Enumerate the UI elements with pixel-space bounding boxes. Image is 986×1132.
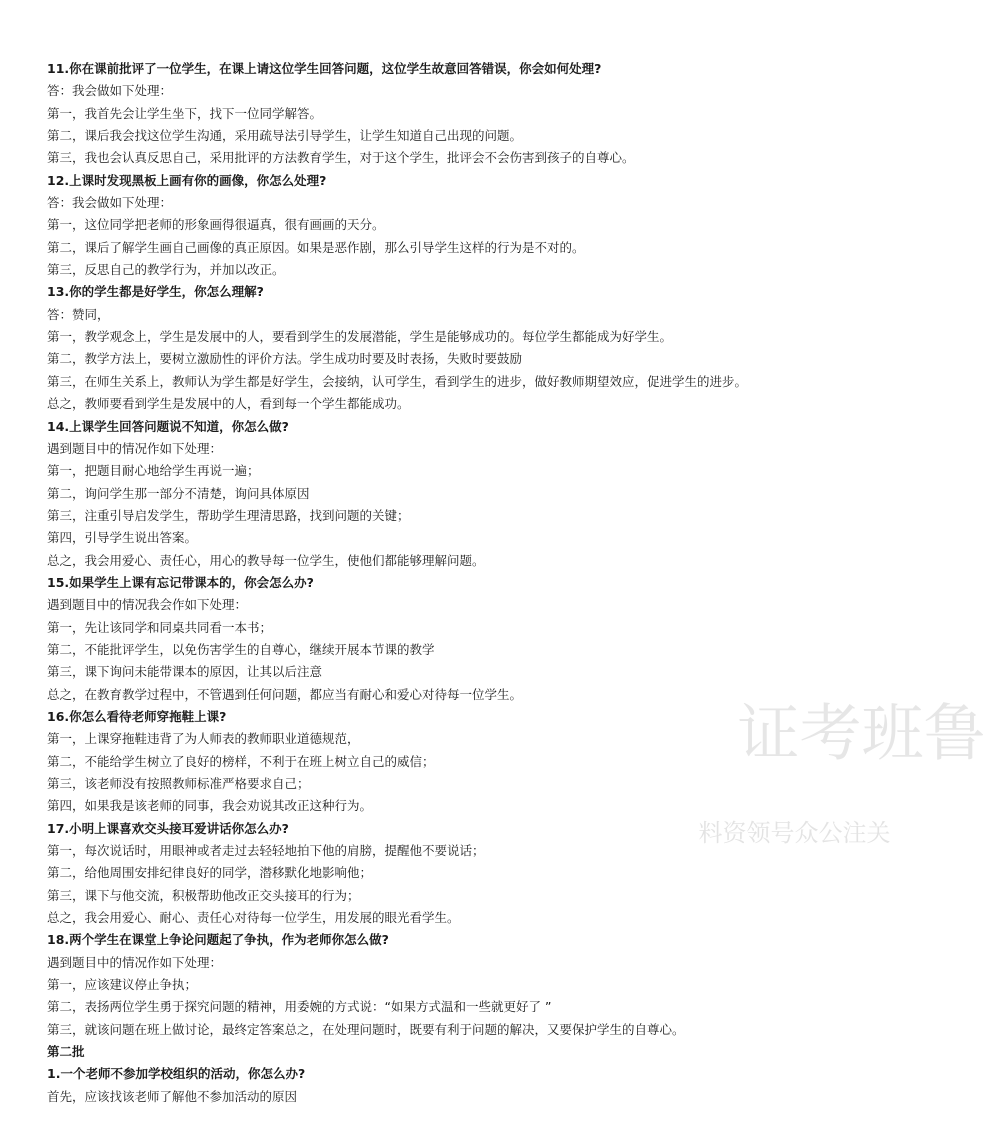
watermark-char: 关 (862, 820, 890, 844)
question-heading: 14.上课学生回答问题说不知道，你怎么做? (47, 418, 289, 434)
text-line: 第一，教学观念上，学生是发展中的人，要看到学生的发展潜能，学生是能够成功的。每位学生都能成为好学生。 (47, 329, 673, 345)
document-body (47, 58, 777, 1108)
text-line: 第三，课下与他交流，积极帮助他改正交头接耳的行为； (47, 887, 360, 903)
watermark-char: 注 (838, 820, 866, 844)
text-line: 第三，就该问题在班上做讨论，最终定答案总之，在处理问题时，既要有利于问题的解决，又要保护学生的自尊心。 (47, 1021, 685, 1037)
text-line: 第一，先让该同学和同桌共同看一本书； (47, 619, 273, 635)
text-line: 第一，把题目耐心地给学生再说一遍； (47, 463, 260, 479)
text-line: 第四，如果我是该老师的同事，我会劝说其改正这种行为。 (47, 798, 373, 814)
text-line: 第四，引导学生说出答案。 (47, 530, 198, 546)
question-heading: 12.上课时发现黑板上画有你的画像，你怎么处理? (47, 172, 327, 188)
watermark-char: 众 (790, 820, 818, 844)
text-line: 第一，应该建议停止争执； (47, 977, 198, 993)
text-line: 遇到题目中的情况我会作如下处理： (47, 597, 248, 613)
question-heading: 17.小明上课喜欢交头接耳爱讲话你怎么办? (47, 820, 289, 836)
text-line: 第三，课下询问未能带课本的原因，让其以后注意 (47, 664, 323, 680)
text-line: 第三，注重引导启发学生，帮助学生理清思路，找到问题的关键； (47, 507, 410, 523)
text-line: 总之，在教育教学过程中，不管遇到任何问题，都应当有耐心和爱心对待每一位学生。 (47, 686, 523, 702)
text-line: 第二，询问学生那一部分不清楚，询问具体原因 (47, 485, 310, 501)
text-line: 第二，课后了解学生画自己画像的真正原因。如果是恶作剧，那么引导学生这样的行为是不对的。 (47, 239, 585, 255)
question-heading: 1.一个老师不参加学校组织的活动，你怎么办? (47, 1066, 306, 1082)
text-line: 首先，应该找该老师了解他不参加活动的原因 (47, 1088, 298, 1104)
question-heading: 13.你的学生都是好学生，你怎么理解? (47, 284, 264, 300)
watermark-char: 鲁 (913, 700, 986, 762)
text-line: 遇到题目中的情况作如下处理： (47, 440, 223, 456)
watermark-char: 证 (727, 700, 800, 762)
question-heading: 16.你怎么看待老师穿拖鞋上课? (47, 708, 227, 724)
text-line: 遇到题目中的情况作如下处理： (47, 954, 223, 970)
text-line: 第一，每次说话时，用眼神或者走过去轻轻地拍下他的肩膀，提醒他不要说话； (47, 843, 485, 859)
text-line: 第二，表扬两位学生勇于探究问题的精神，用委婉的方式说：“如果方式温和一些就更好了 ” (47, 999, 552, 1015)
text-line: 第三，反思自己的教学行为，并加以改正。 (47, 262, 285, 278)
watermark-char: 领 (742, 820, 770, 844)
text-line: 第二，给他周围安排纪律良好的同学，潜移默化地影响他； (47, 865, 373, 881)
watermark-char: 料 (694, 820, 722, 844)
text-line: 第一，这位同学把老师的形象画得很逼真，很有画画的天分。 (47, 217, 385, 233)
text-line: 第二，不能给学生树立了良好的榜样，不利于在班上树立自己的威信； (47, 753, 435, 769)
text-line: 总之，教师要看到学生是发展中的人，看到每一个学生都能成功。 (47, 396, 410, 412)
question-heading: 15.如果学生上课有忘记带课本的，你会怎么办? (47, 574, 314, 590)
watermark-follow-note (696, 820, 888, 858)
text-line: 第三，该老师没有按照教师标准严格要求自己； (47, 776, 310, 791)
text-line: 答：我会做如下处理： (47, 83, 173, 99)
text-line: 第三，在师生关系上，教师认为学生都是好学生，会接纳，认可学生，看到学生的进步，做好教师期望效应，促进学生的进步。 (47, 373, 748, 389)
question-heading: 第二批 (47, 1044, 85, 1060)
text-line: 答：我会做如下处理： (47, 195, 173, 211)
text-line: 第二，不能批评学生，以免伤害学生的自尊心，继续开展本节课的教学 (47, 641, 435, 657)
watermark-brand (727, 700, 986, 836)
text-line: 第二，课后我会找这位学生沟通，采用疏导法引导学生，让学生知道自己出现的问题。 (47, 128, 523, 144)
text-line: 第二，教学方法上，要树立激励性的评价方法。学生成功时要及时表扬，失败时要鼓励 (47, 351, 523, 367)
watermark-char: 资 (718, 820, 746, 844)
text-line: 总之，我会用爱心、责任心，用心的教导每一位学生，使他们都能够理解问题。 (47, 552, 485, 568)
text-line: 第一，上课穿拖鞋违背了为人师表的教师职业道德规范， (47, 731, 360, 747)
watermark-char: 考 (789, 700, 862, 762)
text-line: 总之，我会用爱心、耐心、责任心对待每一位学生，用发展的眼光看学生。 (47, 910, 460, 926)
text-line: 第一，我首先会让学生坐下，找下一位同学解答。 (47, 105, 323, 121)
watermark-char: 号 (766, 820, 794, 844)
question-heading: 18.两个学生在课堂上争论问题起了争执，作为老师你怎么做? (47, 932, 389, 948)
watermark-char: 班 (851, 700, 924, 762)
question-heading: 11.你在课前批评了一位学生，在课上请这位学生回答问题，这位学生故意回答错误，你会如何处理? (47, 61, 602, 76)
watermark-char: 公 (814, 820, 842, 844)
text-line: 第三，我也会认真反思自己，采用批评的方法教育学生，对于这个学生，批评会不会伤害到孩子的自尊心。 (47, 150, 635, 166)
text-line: 答：赞同， (47, 306, 110, 322)
